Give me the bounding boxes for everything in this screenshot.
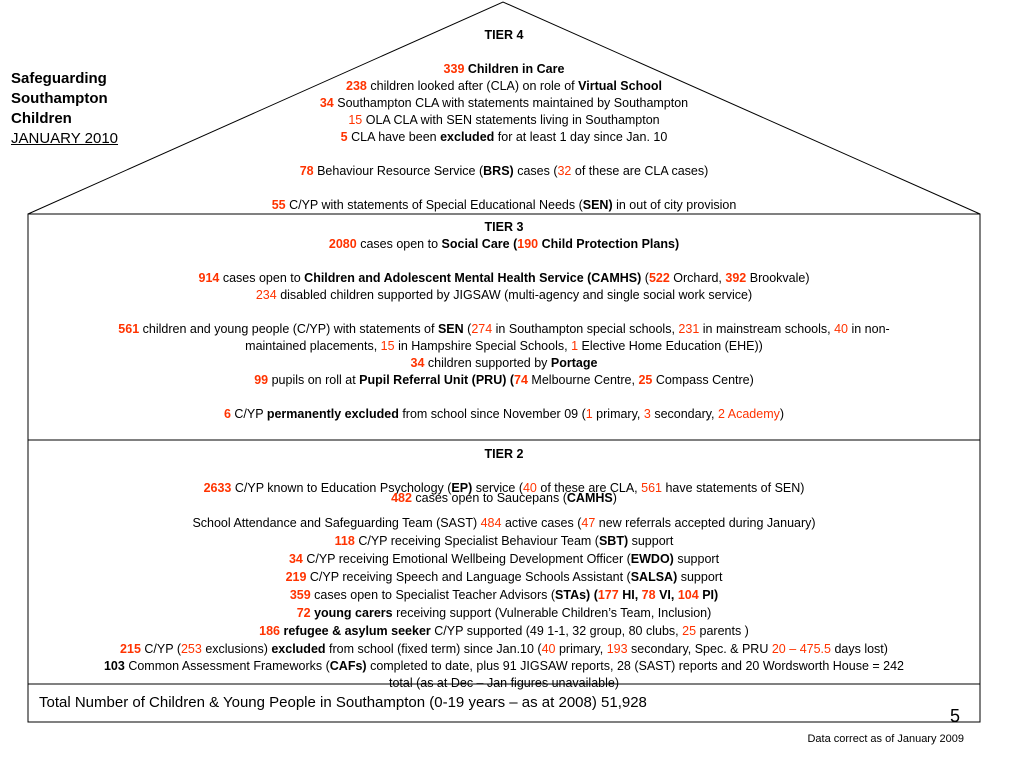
tier3-line2: 914 cases open to Children and Adolescent Mental Health Service (CAMHS) (522 Orchard, 392 Brookvale) (198, 271, 810, 285)
tier3-line1: 2080 cases open to Social Care (190 Child Protection Plans) (328, 237, 680, 251)
tier2-line3: School Attendance and Safeguarding Team (SAST) 484 active cases (47 new referrals accepted during January) (192, 516, 816, 530)
tier3-line6: 34 children supported by Portage (410, 356, 598, 370)
tier4-line3: 34 Southampton CLA with statements maintained by Southampton (319, 96, 689, 110)
tier2-line7: 359 cases open to Specialist Teacher Advisors (STAs) (177 HI, 78 VI, 104 PI) (289, 588, 719, 602)
side-title-line1: Safeguarding (11, 70, 107, 87)
tier2-line4: 118 C/YP receiving Specialist Behaviour Team (SBT) support (334, 534, 674, 548)
tier4-line2: 238 children looked after (CLA) on role of Virtual School (346, 79, 662, 93)
tier4-line5: 5 CLA have been excluded for at least 1 day since Jan. 10 (340, 130, 668, 144)
tier2-line1: 2633 C/YP known to Education Psychology (EP) service (40 of these are CLA, 561 have statements of SEN) (203, 481, 805, 495)
tier4-line1: 339 Children in Care (443, 62, 565, 76)
tier2-line12: total (as at Dec – Jan figures unavailable) (389, 676, 619, 690)
tier2-line5: 34 C/YP receiving Emotional Wellbeing Development Officer (EWDO) support (288, 552, 720, 566)
tier2-line8: 72 young carers receiving support (Vulnerable Children’s Team, Inclusion) (296, 606, 712, 620)
tier2-section (28, 446, 980, 692)
tier4-line6: 78 Behaviour Resource Service (BRS) cases (32 of these are CLA cases) (299, 164, 709, 178)
tier4-line4: 15 OLA CLA with SEN statements living in Southampton (348, 113, 660, 127)
tier3-line7: 99 pupils on roll at Pupil Referral Unit (PRU) (74 Melbourne Centre, 25 Compass Centre) (254, 373, 754, 387)
side-title-line2: Southampton (11, 90, 108, 107)
tier4-heading: TIER 4 (484, 28, 524, 42)
tier3-heading: TIER 3 (484, 220, 524, 234)
data-date-footnote: Data correct as of January 2009 (807, 733, 964, 745)
side-title-line3: Children (11, 110, 72, 127)
page-number: 5 (950, 706, 961, 726)
total-children-statement: Total Number of Children & Young People in Southampton (0-19 years – as at 2008) 51,928 (39, 694, 647, 711)
tier2-line10: 215 C/YP (253 exclusions) excluded from school (fixed term) since Jan.10 (40 primary, 193 secondary, Spec. & PRU 20 – 475.5 days lost) (120, 642, 888, 656)
side-title-date: JANUARY 2010 (11, 130, 119, 147)
tier2-line9: 186 refugee & asylum seeker C/YP supported (49 1-1, 32 group, 80 clubs, 25 parents ) (259, 624, 749, 638)
tier3-section (28, 219, 980, 423)
tier2-line6: 219 C/YP receiving Speech and Language Schools Assistant (SALSA) support (285, 570, 723, 584)
tier2-line2: 482 cases open to Saucepans (CAMHS) (391, 491, 617, 505)
tier4-section (28, 27, 980, 214)
tier3-line3: 234 disabled children supported by JIGSAW (multi-agency and single social work service) (255, 288, 753, 302)
tier2-heading: TIER 2 (484, 447, 524, 461)
tier2-line11: 103 Common Assessment Frameworks (CAFs) completed to date, plus 91 JIGSAW reports, 28 (SAST) reports and 20 Wordsworth House = 242 (103, 659, 905, 673)
tier4-line7: 55 C/YP with statements of Special Educational Needs (SEN) in out of city provision (271, 198, 737, 212)
tier3-line4: 561 children and young people (C/YP) with statements of SEN (274 in Southampton special schools, 231 in mainstream schools, 40 in non- (118, 322, 890, 336)
tier3-line5: maintained placements, 15 in Hampshire Special Schools, 1 Elective Home Education (EHE)) (245, 339, 763, 353)
tier3-line8: 6 C/YP permanently excluded from school since November 09 (1 primary, 3 secondary, 2 Academy) (223, 407, 785, 421)
